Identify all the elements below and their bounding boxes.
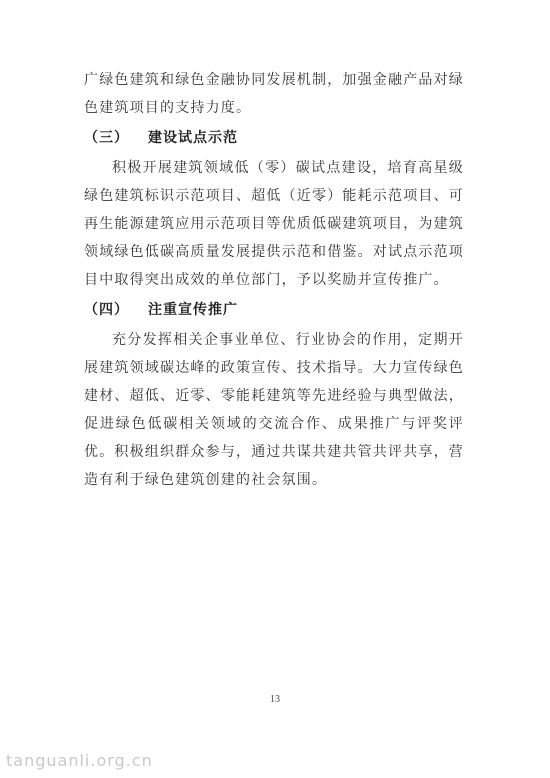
site-watermark: tanguanli.org.cn <box>6 751 153 770</box>
section-title-4: 注重宣传推广 <box>148 302 238 318</box>
intro-paragraph: 广绿色建筑和绿色金融协同发展机制，加强金融产品对绿色建筑项目的支持力度。 <box>84 72 464 116</box>
section-title-3: 建设试点示范 <box>148 130 238 146</box>
section-number-3: （三） <box>84 130 129 146</box>
section-heading-3 <box>84 122 464 154</box>
section-number-4: （四） <box>84 302 129 318</box>
document-body <box>84 66 464 494</box>
section-body-3: 积极开展建筑领域低（零）碳试点建设，培育高星级绿色建筑标识示范项目、超低（近零）能耗示范项目、可再生能源建筑应用示范项目等优质低碳建筑项目，为建筑领域绿色低碳高质量发展提供示范和借鉴。对试点示范项目中取得突出成效的单位部门，予以奖励并宣传推广。 <box>84 160 464 288</box>
page-number: 13 <box>270 694 280 705</box>
section-heading-4 <box>84 294 464 326</box>
section-body-4: 充分发挥相关企事业单位、行业协会的作用，定期开展建筑领域碳达峰的政策宣传、技术指导。大力宣传绿色建材、超低、近零、零能耗建筑等先进经验与典型做法，促进绿色低碳相关领域的交流合作、成果推广与评奖评优。积极组织群众参与，通过共谋共建共管共评共享，营造有利于绿色建筑创建的社会氛围。 <box>84 332 464 488</box>
